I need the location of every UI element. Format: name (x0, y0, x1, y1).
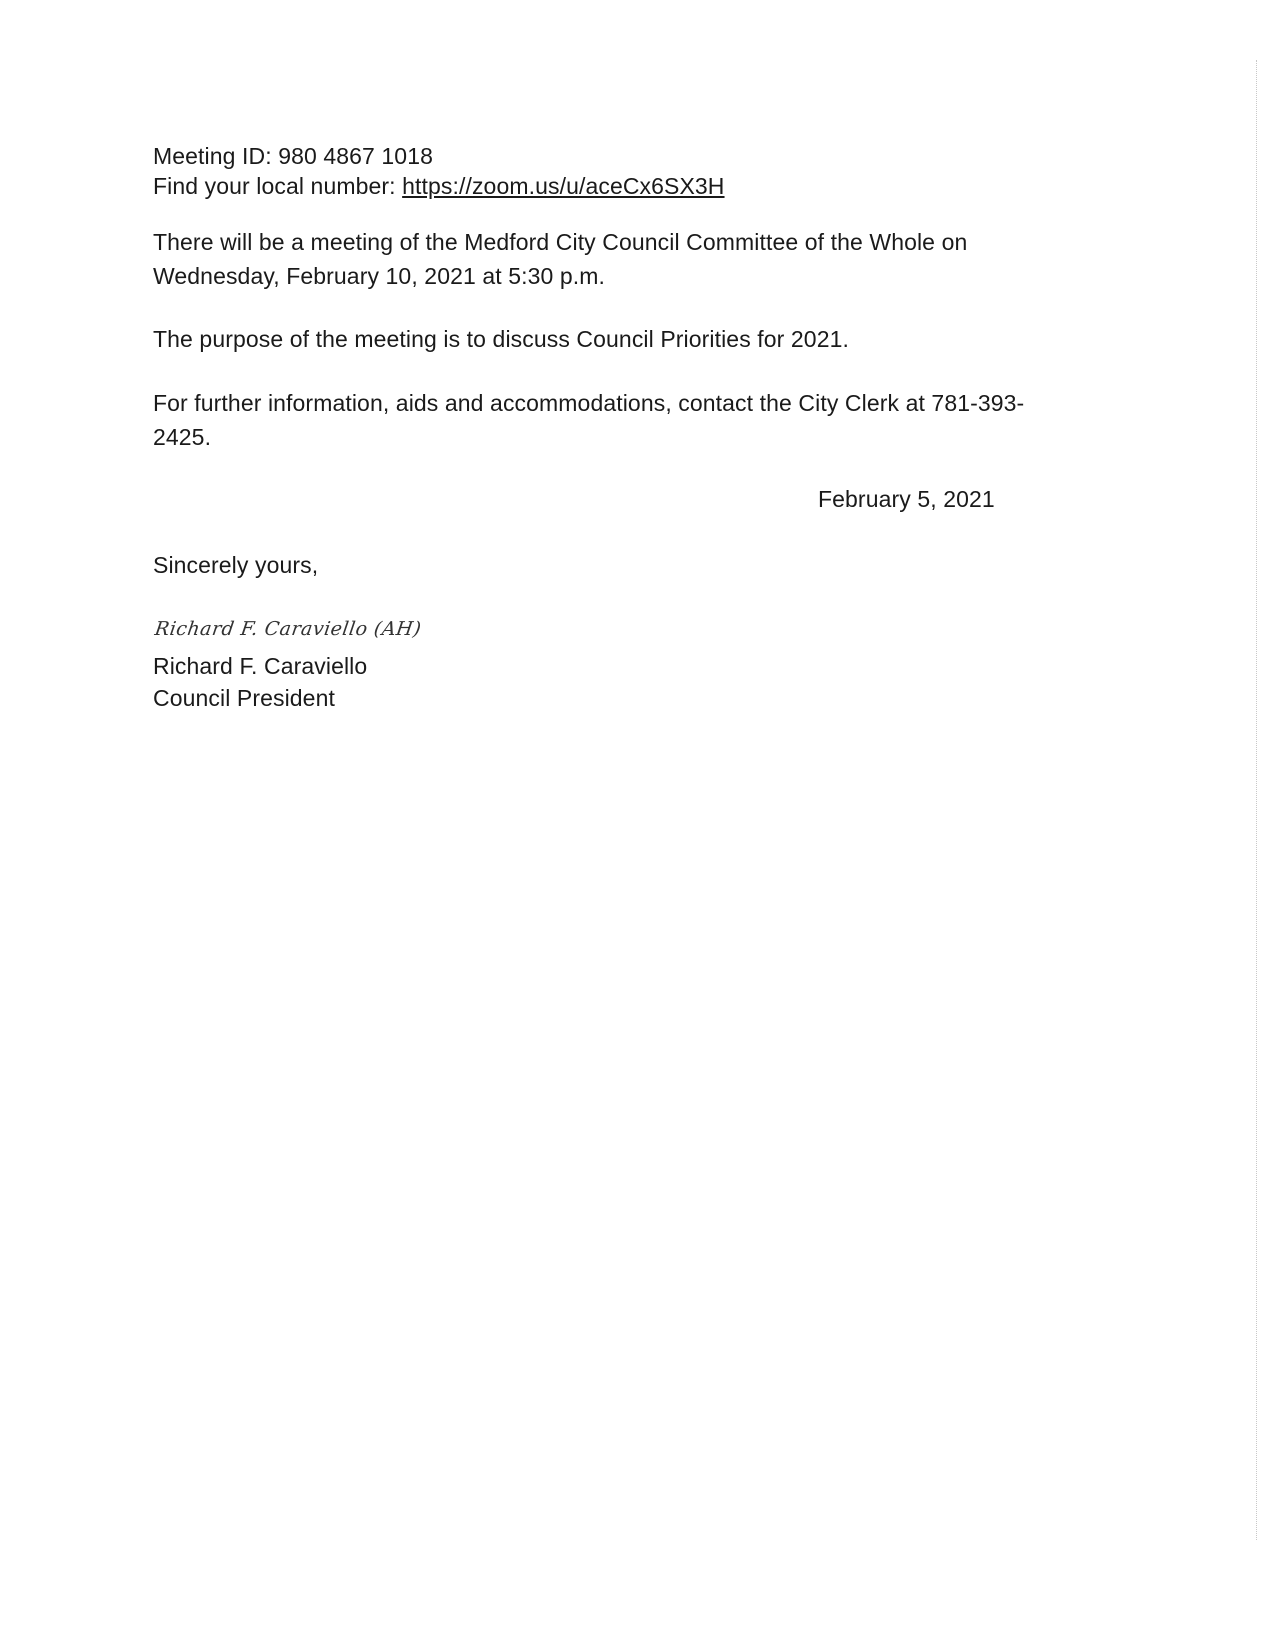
contact-line-1: For further information, aids and accommodations, contact the City Clerk at 781-393- (153, 390, 1025, 416)
notice-line-1: There will be a meeting of the Medford City Council Committee of the Whole on (153, 229, 968, 255)
notice-line-2: Wednesday, February 10, 2021 at 5:30 p.m. (153, 263, 606, 289)
handwritten-signature: Richard F. Caraviello (AH) (153, 618, 423, 640)
scan-edge-marks (1255, 60, 1257, 1540)
letter-date: February 5, 2021 (818, 486, 995, 512)
meeting-id: Meeting ID: 980 4867 1018 (153, 143, 433, 169)
closing: Sincerely yours, (153, 552, 319, 578)
purpose-text: The purpose of the meeting is to discuss Council Priorities for 2021. (153, 326, 849, 352)
local-number-line (153, 171, 725, 201)
local-number-label: Find your local number: (153, 173, 403, 199)
contact-line-2: 2425. (153, 424, 212, 450)
signer-name: Richard F. Caraviello (153, 653, 368, 679)
zoom-link[interactable]: https://zoom.us/u/aceCx6SX3H (402, 173, 725, 199)
signer-title: Council President (153, 685, 335, 711)
